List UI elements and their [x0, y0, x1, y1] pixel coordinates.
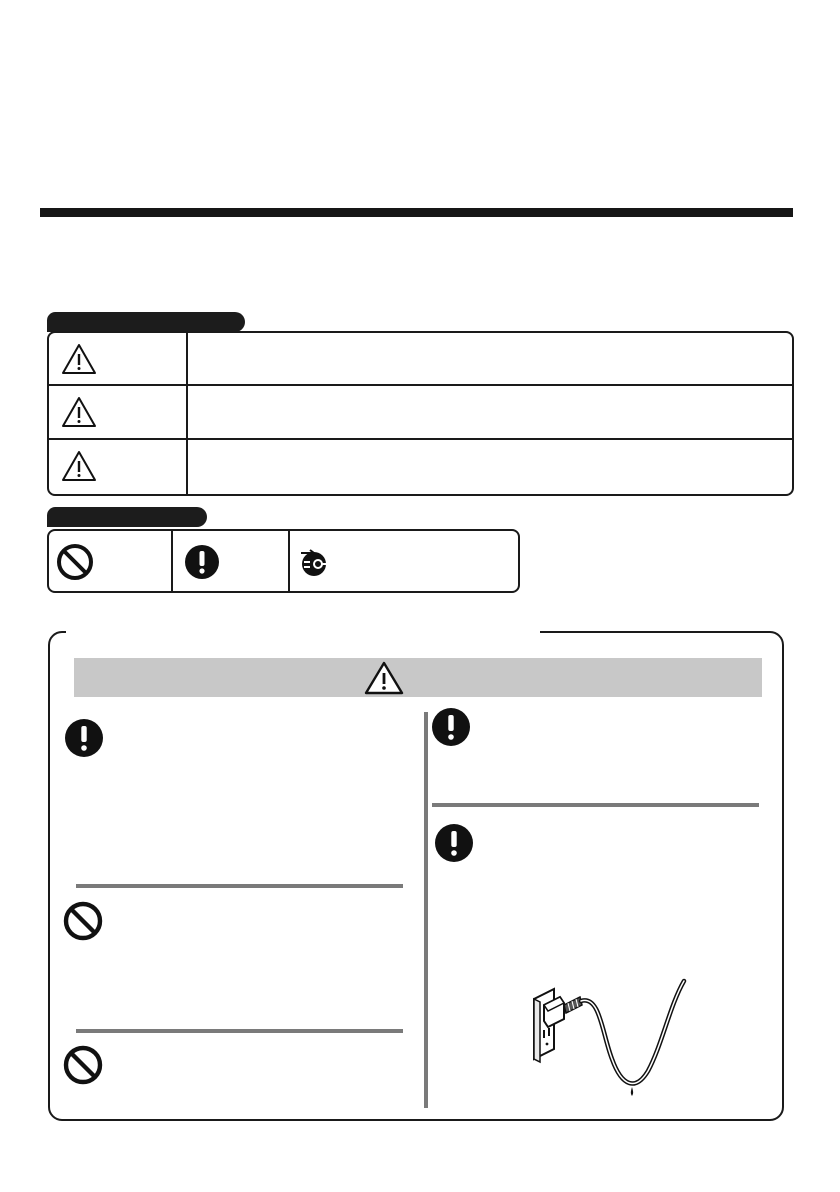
mandatory-exclamation-icon [64, 718, 104, 758]
levels-section-label [47, 312, 245, 332]
warning-panel-tab-cover [66, 626, 540, 636]
mandatory-exclamation-icon [434, 823, 474, 863]
warning-item-separator [432, 803, 759, 807]
hazard-levels-table [47, 331, 794, 496]
prohibited-icon [62, 900, 104, 942]
wall-outlet-plug-illustration [520, 975, 690, 1110]
warning-item-separator [76, 1029, 403, 1033]
symbols-divider [288, 529, 290, 593]
prohibited-icon [55, 542, 95, 582]
warning-item-separator [76, 884, 403, 888]
warning-triangle-icon [60, 342, 98, 376]
symbols-section-label [47, 507, 207, 527]
warning-panel-column-divider [424, 712, 428, 1108]
warning-banner [74, 658, 762, 697]
prohibited-icon [62, 1044, 104, 1086]
hazard-levels-row-rule [47, 438, 794, 440]
warning-triangle-icon [60, 395, 98, 429]
mandatory-exclamation-icon [184, 544, 220, 580]
symbols-divider [171, 529, 173, 593]
mandatory-exclamation-icon [431, 707, 471, 747]
hazard-levels-row-rule [47, 384, 794, 386]
warning-triangle-icon [363, 660, 405, 696]
title-rule [40, 208, 793, 217]
symbols-table [47, 529, 520, 593]
warning-triangle-icon [60, 449, 98, 483]
hazard-levels-divider [186, 331, 188, 496]
unplug-icon [299, 549, 331, 577]
